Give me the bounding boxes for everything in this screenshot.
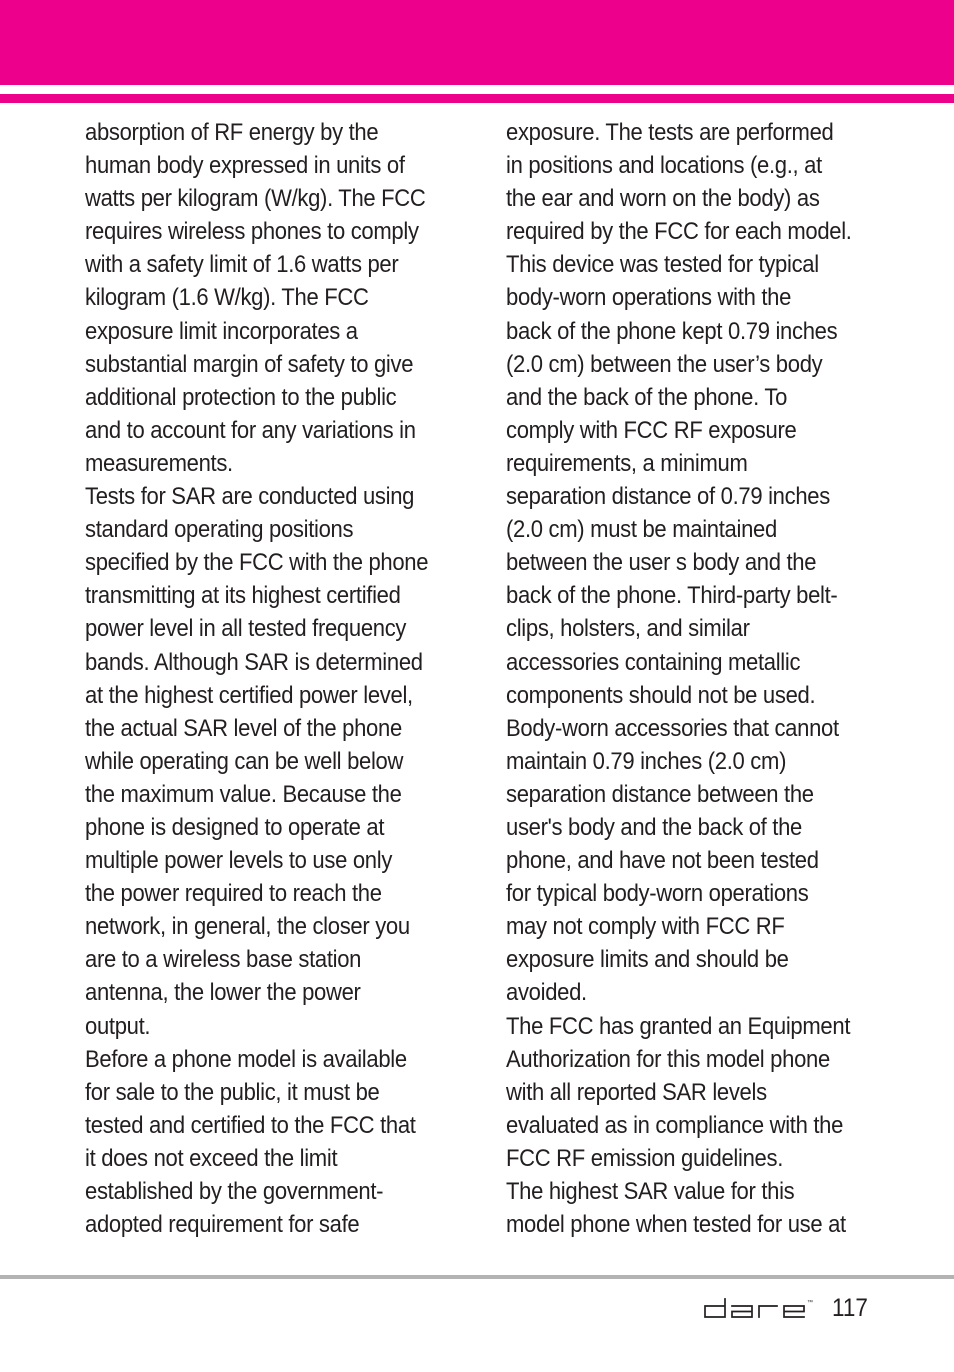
text-line: body-worn operations with the [506,284,792,312]
text-line: The FCC has granted an Equipment [506,1012,851,1040]
text-line: separation distance of 0.79 inches [506,483,830,511]
text-line: substantial margin of safety to give [85,350,414,378]
text-line: with all reported SAR levels [506,1078,767,1106]
text-line: exposure limits and should be [506,946,789,974]
text-line: the actual SAR level of the phone [85,714,402,742]
text-line: comply with FCC RF exposure [506,416,797,444]
text-line: the power required to reach the [85,880,382,908]
text-line: tested and certified to the FCC that [85,1111,416,1139]
dare-logo [702,1296,816,1320]
text-line: exposure. The tests are performed [506,119,834,146]
text-line: additional protection to the public [85,383,397,411]
text-line: Tests for SAR are conducted using [85,483,415,511]
text-line: human body expressed in units of [85,152,405,180]
text-line: at the highest certified power level, [85,681,413,709]
page-number: 117 [832,1294,868,1322]
text-line: The highest SAR value for this [506,1178,795,1205]
text-line: FCC RF emission guidelines. [506,1144,784,1172]
header-band [0,0,954,85]
text-column-left [85,116,445,1241]
text-line: transmitting at its highest certified [85,582,401,610]
text-line: specified by the FCC with the phone [85,549,429,577]
text-line: in positions and locations (e.g., at [506,152,822,180]
text-line: This device was tested for typical [506,251,819,279]
text-line: may not comply with FCC RF [506,913,785,941]
text-line: exposure limit incorporates a [85,317,358,345]
text-line: model phone when tested for use at [506,1211,846,1239]
text-line: Before a phone model is available [85,1045,407,1073]
text-line: for sale to the public, it must be [85,1078,380,1106]
text-line: components should not be used. [506,681,816,709]
text-line: and the back of the phone. To [506,383,788,411]
text-line: standard operating positions [85,516,354,544]
text-line: back of the phone. Third-party belt- [506,582,838,610]
text-line: (2.0 cm) must be maintained [506,516,777,544]
text-line: between the user s body and the [506,549,817,577]
trademark-symbol: ™ [807,1300,814,1306]
text-line: with a safety limit of 1.6 watts per [85,251,399,279]
text-line: (2.0 cm) between the user’s body [506,350,823,378]
text-line: power level in all tested frequency [85,615,407,643]
text-line: established by the government- [85,1178,384,1205]
text-column-right [506,116,871,1241]
text-line: network, in general, the closer you [85,913,410,941]
text-line: phone, and have not been tested [506,847,819,875]
text-line: are to a wireless base station [85,946,362,974]
text-line: it does not exceed the limit [85,1144,338,1172]
text-line: absorption of RF energy by the [85,119,379,146]
text-line: evaluated as in compliance with the [506,1111,844,1139]
text-line: phone is designed to operate at [85,813,385,841]
text-line: measurements. [85,449,233,477]
page-footer [702,1290,868,1326]
text-line: requires wireless phones to comply [85,218,419,246]
text-line: separation distance between the [506,780,814,808]
text-line: back of the phone kept 0.79 inches [506,317,838,345]
text-line: watts per kilogram (W/kg). The FCC [85,185,426,213]
text-line: avoided. [506,979,587,1007]
text-line: multiple power levels to use only [85,847,393,875]
text-line: accessories containing metallic [506,648,801,676]
header-rule [0,94,954,103]
text-line: the ear and worn on the body) as [506,185,820,213]
text-line: and to account for any variations in [85,416,416,444]
text-line: user's body and the back of the [506,813,803,841]
text-line: requirements, a minimum [506,449,748,477]
text-line: Authorization for this model phone [506,1045,830,1073]
text-line: maintain 0.79 inches (2.0 cm) [506,747,787,775]
text-line: bands. Although SAR is determined [85,648,423,676]
text-line: while operating can be well below [85,747,404,775]
footer-rule [0,1275,954,1279]
text-line: antenna, the lower the power [85,979,361,1007]
text-line: output. [85,1012,151,1040]
text-line: Body-worn accessories that cannot [506,714,839,742]
text-line: kilogram (1.6 W/kg). The FCC [85,284,369,312]
text-line: clips, holsters, and similar [506,615,750,643]
text-line: required by the FCC for each model. [506,218,852,246]
text-line: for typical body-worn operations [506,880,809,908]
text-line: the maximum value. Because the [85,780,402,808]
text-line: adopted requirement for safe [85,1211,360,1239]
